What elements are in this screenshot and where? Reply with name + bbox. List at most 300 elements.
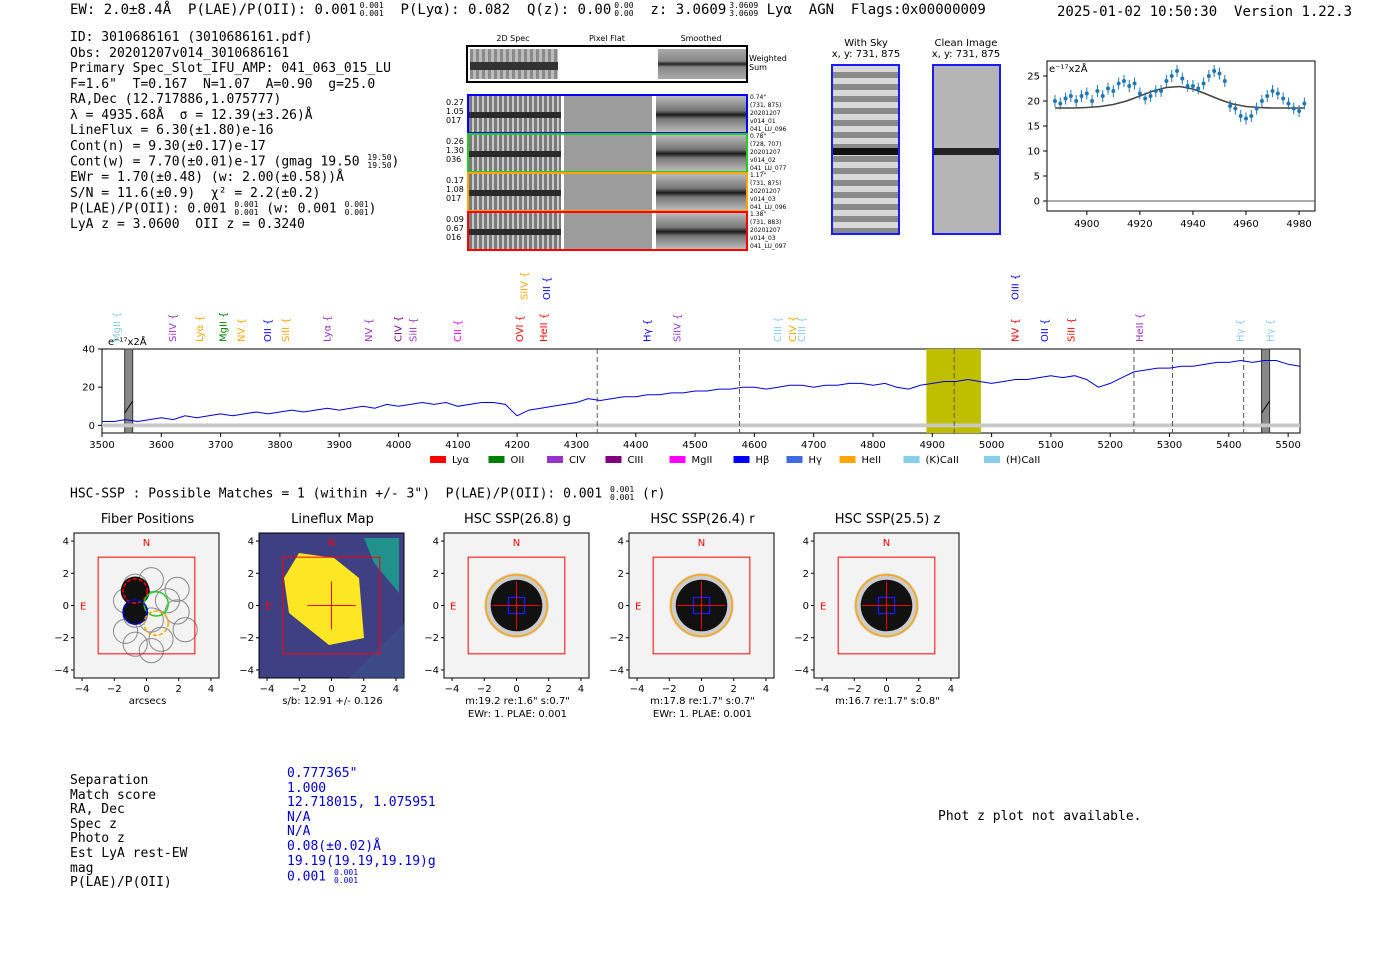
header-z-sub: 3.0609 — [729, 9, 759, 18]
hsc-panel-caption: m:17.8 re:1.7" s:0.7" — [650, 696, 755, 707]
cutout-row-stat: 036 — [446, 155, 462, 164]
info-contw-sup: 19.50 — [367, 153, 392, 162]
info-contn: Cont(n) = 9.30(±0.17)e-17 — [70, 138, 266, 154]
compass-north: N — [512, 538, 521, 549]
fit-point — [1079, 94, 1083, 98]
cutout-row-strip — [467, 172, 748, 212]
info-id: ID: 3010686161 (3010686161.pdf) — [70, 30, 313, 45]
match-value-specz: N/A — [287, 809, 311, 825]
cutout-row-stat: 017 — [446, 194, 462, 203]
hsc-panel-caption: arcsecs — [128, 696, 167, 707]
fit-xtick-label: 4940 — [1180, 219, 1206, 230]
hsc-xtick-label: 2 — [730, 684, 737, 695]
cutout-row-meta-line: 0.78" — [750, 133, 767, 140]
cutout-row — [446, 172, 791, 212]
cutout-row-meta-line: 041_LU_077 — [750, 165, 787, 172]
hsc-ytick-label: 0 — [617, 601, 624, 612]
match-value-radec: 12.718015, 1.075951 — [287, 795, 436, 811]
hsc-xtick-label: 0 — [513, 684, 520, 695]
cutout-row-meta-line: 0.74" — [750, 94, 767, 101]
hsc-ytick-label: −4 — [609, 665, 624, 677]
clean-image-trace — [934, 148, 999, 155]
match-label-photoz: Photo z — [70, 831, 125, 847]
fit-ytick-label: 20 — [1027, 96, 1040, 108]
cutout-row — [446, 133, 791, 173]
match-value-plae-row — [287, 869, 436, 885]
spectrum-ytick-label: 40 — [82, 344, 95, 356]
info-plae-w-sub: 0.001 — [344, 208, 369, 217]
header-flags: Flags:0x00000009 — [850, 2, 986, 18]
fit-point — [1286, 102, 1290, 106]
compass-east: E — [635, 601, 642, 613]
cutout-row-stats — [446, 215, 466, 242]
with-sky-trace — [833, 148, 898, 155]
cutout-pixel-flat — [564, 213, 652, 249]
header-plya: P(Lyα): 0.082 — [400, 2, 511, 18]
compass-east: E — [80, 601, 87, 613]
header-ew: EW: 2.0±8.4Å — [70, 2, 172, 18]
fit-point — [1255, 107, 1259, 111]
header-line-name: Lyα — [766, 2, 792, 18]
header-z: z: 3.0609 — [650, 2, 727, 18]
fit-point — [1180, 77, 1184, 81]
cutout-row-strip — [467, 133, 748, 173]
match-labels — [70, 774, 187, 891]
cutout-row-stat: 1.30 — [446, 146, 464, 155]
detection-info — [70, 30, 399, 233]
cutout-row-stat: 1.08 — [446, 185, 464, 194]
fit-point — [1249, 114, 1253, 118]
cutout-2d-trace — [469, 112, 561, 118]
hsc-xtick-label: 0 — [698, 684, 705, 695]
spectrum-xtick-label: 5000 — [978, 440, 1005, 451]
col-label-smoothed: Smoothed — [680, 34, 722, 43]
hsc-summary-text: HSC-SSP : Possible Matches = 1 (within +/- 3") P(LAE)/P(OII): 0.001 — [70, 486, 603, 502]
cutout-row-strip — [467, 211, 748, 251]
legend-swatch — [840, 456, 856, 463]
compass-north: N — [697, 538, 706, 549]
spectrum-ytick-label: 0 — [88, 420, 95, 432]
cutout-row-meta — [750, 172, 792, 212]
fit-point — [1143, 97, 1147, 101]
spectral-line-label: MgII { — [218, 311, 230, 342]
weighted-sum-smooth — [658, 49, 746, 79]
hsc-panel-title: HSC SSP(25.5) z — [834, 512, 941, 527]
info-lineflux: LineFlux = 6.30(±1.80)e-16 — [70, 123, 274, 138]
spectrum-ytick-label: 20 — [82, 382, 95, 394]
line-fit-plot — [1020, 55, 1340, 235]
fit-ytick-label: 15 — [1027, 121, 1040, 133]
with-sky-coords: x, y: 731, 875 — [831, 49, 901, 60]
match-plae-frac — [334, 869, 358, 885]
hsc-panel — [609, 512, 790, 724]
cutout-row-strip — [467, 94, 748, 134]
clean-image-header — [920, 38, 1012, 60]
legend-label: CIII — [627, 455, 644, 466]
cutout-smoothed — [656, 174, 746, 210]
match-value-score: 1.000 — [287, 780, 327, 796]
hsc-panel-title: HSC SSP(26.8) g — [463, 512, 572, 527]
fit-point — [1111, 89, 1115, 93]
hsc-ytick-label: 4 — [62, 536, 69, 548]
spectral-line-label: NV { — [236, 318, 248, 342]
cutout-row — [446, 211, 791, 251]
spectrum-xtick-label: 5400 — [1216, 440, 1242, 451]
spectrum-xtick-label: 3700 — [207, 440, 234, 451]
hsc-ytick-label: 4 — [247, 536, 254, 548]
legend-label: Lyα — [452, 455, 470, 466]
cutout-pixel-flat — [564, 135, 652, 171]
cutout-2d-trace — [469, 190, 561, 196]
info-sn: S/N = 11.6(±0.9) χ² = 2.2(±0.2) — [70, 185, 321, 201]
cutout-row-stat: 0.67 — [446, 224, 464, 233]
hsc-summary-frac — [610, 486, 634, 502]
fit-point — [1207, 74, 1211, 78]
hsc-xtick-label: −4 — [74, 684, 90, 695]
spectrum-xtick-label: 5100 — [1038, 440, 1064, 451]
info-lyaz: LyA z = 3.0600 OII z = 0.3240 — [70, 217, 305, 232]
fit-xtick-label: 4920 — [1127, 219, 1153, 230]
match-values — [287, 767, 436, 885]
cutout-row-meta-line: 20201207 — [750, 110, 781, 117]
cutout-row-meta-line: 041_LU_097 — [750, 243, 787, 250]
spectral-line-label: OIII { — [1010, 273, 1022, 300]
hsc-panel — [794, 512, 975, 724]
spectrum-unit-label: e⁻¹⁷x2Å — [108, 337, 147, 348]
hsc-summary-sup: 0.001 — [610, 485, 635, 494]
match-value-separation: 0.777365" — [287, 766, 358, 781]
fit-xtick-label: 4960 — [1233, 219, 1259, 230]
match-label-ew: Est LyA rest-EW — [70, 845, 188, 861]
info-contw-sub: 19.50 — [367, 161, 392, 170]
hsc-panel-caption-2: EWr: 1. PLAE: 0.001 — [652, 709, 753, 720]
fit-point — [1297, 109, 1301, 113]
hsc-panel-frame — [74, 533, 219, 678]
full-spectrum-plot — [60, 270, 1320, 470]
info-plae-sub: 0.001 — [234, 208, 259, 217]
cutout-row-meta-line: (731, 883) — [750, 219, 782, 226]
match-value-plae: 0.001 — [287, 869, 327, 885]
hsc-xtick-label: 4 — [577, 684, 585, 695]
spectrum-xtick-label: 5200 — [1097, 440, 1123, 451]
hsc-ytick-label: −2 — [609, 633, 624, 645]
header-datetime: 2025-01-02 10:50:30 — [1057, 4, 1218, 20]
hsc-ytick-label: −2 — [239, 633, 254, 645]
legend-label: HeII — [861, 455, 882, 466]
legend-swatch — [489, 456, 505, 463]
spectrum-xtick-label: 4300 — [563, 440, 590, 451]
hsc-summary-tail: (r) — [641, 486, 666, 502]
hsc-summary — [70, 486, 665, 502]
spectral-line-label: SiII { — [1066, 317, 1078, 342]
info-plae-w-sup: 0.001 — [344, 200, 369, 209]
cutout-pixel-flat — [564, 174, 652, 210]
cutout-smoothed — [656, 135, 746, 171]
match-label-score: Match score — [70, 787, 157, 803]
cutout-row-meta — [750, 133, 792, 173]
cutout-row-stat: 017 — [446, 116, 462, 125]
spectral-line-label: SiIV { — [168, 313, 180, 342]
hsc-summary-sub: 0.001 — [610, 493, 635, 502]
header-datetime-version — [1057, 4, 1352, 20]
fit-unit-label: e⁻¹⁷x2Å — [1049, 64, 1088, 75]
hsc-ytick-label: 0 — [62, 601, 69, 612]
legend-swatch — [787, 456, 803, 463]
legend-swatch — [606, 456, 622, 463]
spectral-line-label: Hγ { — [642, 319, 654, 342]
spectral-line-label: CIII { — [773, 316, 785, 342]
cutout-row-stat: 0.09 — [446, 215, 464, 224]
header-z-frac — [729, 2, 758, 18]
spectrum-xtick-label: 4800 — [860, 440, 886, 451]
compass-north: N — [327, 538, 336, 549]
spectral-line-label: Hγ { — [1235, 319, 1247, 342]
fit-point — [1265, 94, 1269, 98]
cutout-row-meta-line: (731, 875) — [750, 102, 782, 109]
weighted-sum-strip — [466, 45, 748, 83]
hsc-ytick-label: 2 — [62, 568, 69, 580]
legend-swatch — [904, 456, 920, 463]
legend-label: Hβ — [755, 455, 770, 466]
fit-point — [1281, 97, 1285, 101]
fit-point — [1271, 89, 1275, 93]
info-plae: P(LAE)/P(OII): 0.001 — [70, 201, 227, 217]
hsc-ytick-label: −2 — [794, 633, 809, 645]
info-contw-frac — [367, 154, 391, 170]
cutout-smoothed — [656, 96, 746, 132]
hsc-panel-title: HSC SSP(26.4) r — [650, 512, 755, 527]
fit-point — [1212, 69, 1216, 73]
header-version: Version 1.22.3 — [1234, 4, 1353, 20]
info-lambda: λ = 4935.68Å σ = 12.39(±3.26)Å — [70, 107, 313, 123]
clean-image — [932, 64, 1001, 235]
fit-ytick-label: 25 — [1027, 71, 1040, 83]
cutout-2d-trace — [469, 229, 561, 235]
legend-label: (K)CaII — [925, 455, 959, 466]
hsc-xtick-label: 2 — [915, 684, 922, 695]
cutout-row-meta-line: 20201207 — [750, 227, 781, 234]
fit-point — [1095, 89, 1099, 93]
fit-point — [1217, 72, 1221, 76]
cutout-row-meta-line: v014_03 — [750, 235, 776, 242]
info-radec: RA,Dec (12.717886,1.075777) — [70, 92, 282, 107]
fit-point — [1053, 99, 1057, 103]
cutout-row-meta-line: (731, 875) — [750, 180, 782, 187]
spectral-line-label: OII { — [263, 318, 275, 342]
hsc-xtick-label: 4 — [207, 684, 215, 695]
cutout-row-meta-line: 20201207 — [750, 149, 781, 156]
cutout-row-meta — [750, 211, 792, 251]
emission-line-window — [926, 349, 981, 433]
spectrum-xtick-label: 5300 — [1156, 440, 1183, 451]
spectrum-xtick-label: 4500 — [682, 440, 708, 451]
hsc-panel-caption: s/b: 12.91 +/- 0.126 — [282, 696, 383, 707]
hsc-xtick-label: −4 — [259, 684, 275, 695]
match-label-mag: mag — [70, 860, 94, 876]
hsc-xtick-label: −2 — [846, 684, 862, 695]
fit-point — [1148, 94, 1152, 98]
hsc-ytick-label: 0 — [802, 601, 809, 612]
fit-point — [1138, 92, 1142, 96]
fit-point — [1223, 79, 1227, 83]
fit-plot-frame — [1047, 61, 1315, 211]
fit-point — [1058, 102, 1062, 106]
compass-north: N — [142, 538, 151, 549]
fit-point — [1233, 107, 1237, 111]
info-obs: Obs: 20201207v014_3010686161 — [70, 45, 290, 61]
header-plae-sub: 0.001 — [359, 9, 384, 18]
spectral-line-label: NV { — [363, 318, 375, 342]
match-label-plae: P(LAE)/P(OII) — [70, 875, 172, 891]
hsc-xtick-label: 2 — [175, 684, 182, 695]
fit-point — [1122, 79, 1126, 83]
hsc-ytick-label: 4 — [802, 536, 809, 548]
hsc-ytick-label: 0 — [432, 601, 439, 612]
info-plae-w-frac — [345, 201, 369, 217]
spectrum-xtick-label: 4600 — [741, 440, 768, 451]
fit-point — [1133, 82, 1137, 86]
spectral-line-label: HeII { — [1134, 312, 1146, 342]
spectral-line-label: SiII { — [408, 317, 420, 342]
fit-point — [1069, 94, 1073, 98]
hsc-xtick-label: 2 — [360, 684, 367, 695]
legend-label: MgII — [691, 455, 713, 466]
spectrum-xtick-label: 5500 — [1275, 440, 1301, 451]
fit-point — [1064, 97, 1068, 101]
spectrum-xtick-label: 3900 — [326, 440, 352, 451]
header-qz-sub: 0.00 — [614, 9, 634, 18]
fit-point — [1170, 74, 1174, 78]
hsc-xtick-label: 0 — [328, 684, 335, 695]
spectral-line-label: NV { — [1010, 318, 1022, 342]
match-label-specz: Spec z — [70, 816, 117, 832]
fit-point — [1175, 69, 1179, 73]
fit-point — [1074, 99, 1078, 103]
spectral-line-label: OII { — [1039, 318, 1051, 342]
fit-point — [1244, 117, 1248, 121]
spectral-line-label: SiIV { — [519, 271, 531, 300]
cutout-row-stat: 1.05 — [446, 107, 464, 116]
cutout-smoothed — [656, 213, 746, 249]
fit-point — [1292, 107, 1296, 111]
cutout-2d-trace — [469, 151, 561, 157]
fit-point — [1106, 87, 1110, 91]
cutout-row-stat: 0.26 — [446, 137, 464, 146]
hsc-panel — [239, 512, 420, 724]
hsc-xtick-label: −2 — [476, 684, 492, 695]
spectrum-xtick-label: 4700 — [800, 440, 827, 451]
hsc-panel-title: Fiber Positions — [100, 512, 195, 527]
fit-point — [1239, 114, 1243, 118]
legend-swatch — [670, 456, 686, 463]
info-plae-row: P(LAE)/P(OII): 0.001 0.001 0.001 (w: 0.001 0.001 0.001 ) — [70, 200, 377, 217]
fit-point — [1117, 82, 1121, 86]
hsc-xtick-label: −2 — [291, 684, 307, 695]
spectral-line-label: Lyα { — [322, 315, 334, 342]
spectral-line-label: Hγ { — [1265, 319, 1277, 342]
legend-label: OII — [510, 455, 525, 466]
spectral-line-label: CII { — [452, 319, 464, 342]
match-label-radec: RA, Dec — [70, 802, 125, 818]
hsc-xtick-label: 4 — [762, 684, 770, 695]
cutout-row-stat: 016 — [446, 233, 462, 242]
hsc-ytick-label: −4 — [794, 665, 809, 677]
fit-point — [1191, 84, 1195, 88]
cutout-row-meta — [750, 94, 792, 134]
hsc-xtick-label: −2 — [661, 684, 677, 695]
legend-swatch — [430, 456, 446, 463]
hsc-ytick-label: −4 — [239, 665, 254, 677]
fit-ytick-label: 5 — [1033, 171, 1040, 183]
fit-point — [1127, 84, 1131, 88]
cutout-pixel-flat — [564, 96, 652, 132]
hsc-ytick-label: 2 — [432, 568, 439, 580]
compass-east: E — [450, 601, 457, 613]
weighted-sum-label: Weighted Sum — [749, 54, 787, 72]
hsc-ytick-label: 0 — [247, 601, 254, 612]
with-sky-image — [831, 64, 900, 235]
spectral-line-label: CIII { — [796, 316, 808, 342]
spectrum-xtick-label: 3500 — [89, 440, 115, 451]
hsc-ytick-label: 4 — [617, 536, 624, 548]
info-contw-row: Cont(w) = 7.70(±0.01)e-17 (gmag 19.50 19.50 19.50 ) — [70, 153, 400, 170]
clean-image-coords: x, y: 731, 875 — [931, 49, 1001, 60]
spectral-line-label: MgII { — [111, 311, 123, 342]
cutout-row-meta-line: (728, 707) — [750, 141, 782, 148]
cutout-row-stat: 0.17 — [446, 176, 464, 185]
spectrum-xtick-label: 4200 — [504, 440, 530, 451]
legend-label: CIV — [569, 455, 586, 466]
cutout-row-stats — [446, 98, 466, 125]
cutout-row-meta-line: 20201207 — [750, 188, 781, 195]
spectral-line-label: CIV { — [787, 315, 799, 342]
header-summary — [70, 2, 986, 18]
fit-point — [1260, 99, 1264, 103]
hsc-panel-caption-2: EWr: 1. PLAE: 0.001 — [467, 709, 568, 720]
cutout-row-meta-line: 1.17" — [750, 172, 767, 179]
cutout-row-meta-line: v014_01 — [750, 118, 776, 125]
clean-image-title: Clean Image — [934, 38, 998, 49]
spectrum-xtick-label: 3800 — [267, 440, 293, 451]
hsc-xtick-label: 4 — [392, 684, 400, 695]
fit-point — [1154, 89, 1158, 93]
header-plae-frac — [360, 2, 384, 18]
cutout-row-stats — [446, 137, 466, 164]
cutout-row — [446, 94, 791, 134]
fit-xtick-label: 4900 — [1074, 219, 1100, 230]
info-plae-sup: 0.001 — [234, 200, 259, 209]
hsc-xtick-label: −4 — [629, 684, 645, 695]
col-label-pixel-flat: Pixel Flat — [589, 34, 625, 43]
info-primary: Primary Spec_Slot_IFU_AMP: 041_063_015_LU — [70, 61, 391, 76]
spectra-cutouts — [446, 34, 791, 256]
fit-point — [1276, 92, 1280, 96]
hsc-panel — [54, 512, 235, 724]
cutout-row-meta-line: 1.38" — [750, 211, 767, 218]
cutout-row-meta-line: 041_LU_096 — [750, 204, 787, 211]
weighted-sum-2d-trace — [470, 62, 558, 70]
match-value-ew: 0.08(±0.02)Å — [287, 838, 381, 854]
fit-point — [1228, 104, 1232, 108]
spectrum-xtick-label: 4900 — [919, 440, 946, 451]
cutout-row-stats — [446, 176, 466, 203]
info-params: F=1.6" T=0.167 N=1.07 A=0.90 g=25.0 — [70, 76, 376, 92]
hsc-xtick-label: 0 — [883, 684, 890, 695]
fit-point — [1090, 99, 1094, 103]
spectral-line-label: SiII { — [280, 317, 292, 342]
spectrum-xtick-label: 3600 — [148, 440, 175, 451]
compass-north: N — [882, 538, 891, 549]
